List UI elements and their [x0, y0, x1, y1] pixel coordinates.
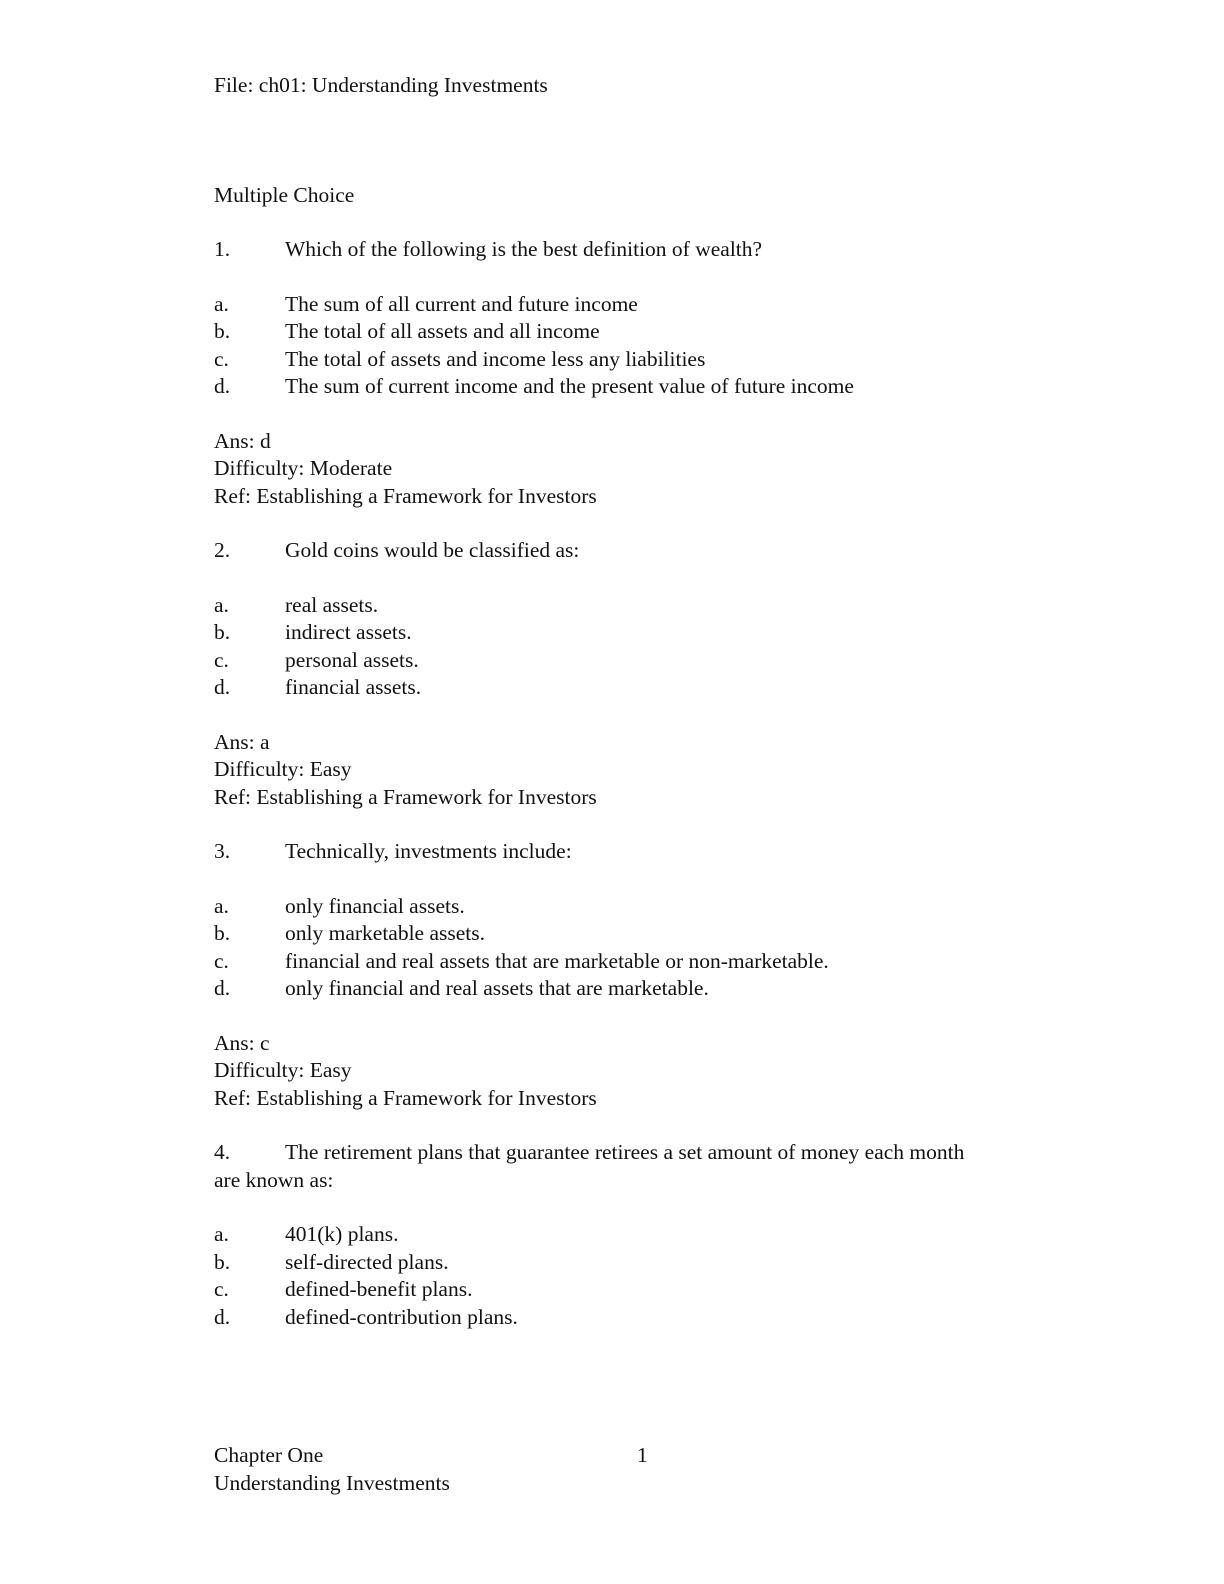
- answer-block-2: [214, 729, 1054, 812]
- option-letter: a.: [214, 893, 229, 918]
- option-letter: c.: [214, 346, 229, 371]
- option-d: [214, 373, 1054, 401]
- question-1: [214, 236, 1054, 264]
- document-page: [214, 72, 1054, 1358]
- reference: Ref: Establishing a Framework for Investors: [214, 784, 597, 809]
- option-c: [214, 1276, 1054, 1304]
- option-letter: c.: [214, 948, 229, 973]
- question-4: [214, 1139, 1054, 1194]
- question-text-continued: are known as:: [214, 1167, 334, 1192]
- option-letter: c.: [214, 1277, 229, 1301]
- difficulty: Difficulty: Easy: [214, 757, 352, 781]
- option-a: [214, 893, 1054, 921]
- file-header: File: ch01: Understanding Investments: [214, 73, 548, 97]
- option-d: [214, 975, 1054, 1003]
- option-letter: a.: [214, 1222, 229, 1246]
- answer-block-3: [214, 1030, 1054, 1113]
- options-list-1: [214, 291, 1054, 401]
- answer: Ans: d: [214, 428, 271, 453]
- page-footer: [214, 1442, 1014, 1497]
- option-letter: b.: [214, 319, 231, 343]
- option-c: [214, 346, 1054, 374]
- question-3: [214, 838, 1054, 866]
- answer: Ans: a: [214, 729, 270, 754]
- question-2: [214, 537, 1054, 565]
- option-text: real assets.: [285, 592, 379, 617]
- difficulty: Difficulty: Moderate: [214, 456, 393, 480]
- option-text: only financial and real assets that are marketable.: [285, 976, 709, 1000]
- reference: Ref: Establishing a Framework for Investors: [214, 483, 597, 508]
- option-c: [214, 948, 1054, 976]
- option-text: indirect assets.: [285, 620, 412, 644]
- question-text: Gold coins would be classified as:: [285, 538, 580, 562]
- options-list-3: [214, 893, 1054, 1003]
- question-number: 2.: [214, 538, 231, 562]
- option-text: only financial assets.: [285, 893, 465, 918]
- option-b: [214, 920, 1054, 948]
- option-text: financial and real assets that are marketable or non-marketable.: [285, 948, 829, 973]
- page-number: 1: [637, 1443, 648, 1467]
- question-text: Technically, investments include:: [285, 839, 572, 863]
- option-text: The sum of all current and future income: [285, 291, 638, 316]
- option-text: The total of assets and income less any liabilities: [285, 346, 706, 371]
- section-title: Multiple Choice: [214, 182, 355, 207]
- option-text: defined-contribution plans.: [285, 1304, 518, 1329]
- question-line-1: [214, 1139, 1054, 1167]
- option-c: [214, 647, 1054, 675]
- option-letter: d.: [214, 675, 231, 699]
- option-letter: b.: [214, 620, 231, 644]
- option-letter: d.: [214, 374, 231, 398]
- option-letter: a.: [214, 592, 229, 617]
- option-letter: a.: [214, 291, 229, 316]
- option-d: [214, 1304, 1054, 1332]
- difficulty: Difficulty: Easy: [214, 1058, 352, 1082]
- question-text: Which of the following is the best definition of wealth?: [285, 237, 763, 261]
- answer-block-1: [214, 428, 1054, 511]
- question-number: 1.: [214, 237, 231, 261]
- options-list-4: [214, 1221, 1054, 1331]
- option-letter: b.: [214, 1249, 231, 1274]
- footer-title: Understanding Investments: [214, 1470, 450, 1495]
- option-a: [214, 592, 1054, 620]
- option-letter: c.: [214, 647, 229, 672]
- option-b: [214, 619, 1054, 647]
- option-a: [214, 291, 1054, 319]
- option-letter: d.: [214, 1304, 231, 1329]
- option-text: personal assets.: [285, 647, 419, 672]
- answer: Ans: c: [214, 1030, 270, 1055]
- option-text: 401(k) plans.: [285, 1222, 399, 1246]
- question-number: 3.: [214, 839, 231, 863]
- option-b: [214, 318, 1054, 346]
- option-text: The total of all assets and all income: [285, 319, 600, 343]
- options-list-2: [214, 592, 1054, 702]
- option-d: [214, 674, 1054, 702]
- option-text: The sum of current income and the present value of future income: [285, 374, 854, 398]
- question-number: 4.: [214, 1140, 231, 1164]
- reference: Ref: Establishing a Framework for Investors: [214, 1085, 597, 1110]
- option-text: defined-benefit plans.: [285, 1277, 473, 1301]
- option-letter: d.: [214, 976, 231, 1000]
- footer-chapter: Chapter One: [214, 1443, 324, 1467]
- option-text: financial assets.: [285, 675, 422, 699]
- option-letter: b.: [214, 921, 231, 945]
- option-text: only marketable assets.: [285, 921, 486, 945]
- option-a: [214, 1221, 1054, 1249]
- option-b: [214, 1249, 1054, 1277]
- question-text: The retirement plans that guarantee retirees a set amount of money each month: [285, 1140, 965, 1164]
- option-text: self-directed plans.: [285, 1249, 449, 1274]
